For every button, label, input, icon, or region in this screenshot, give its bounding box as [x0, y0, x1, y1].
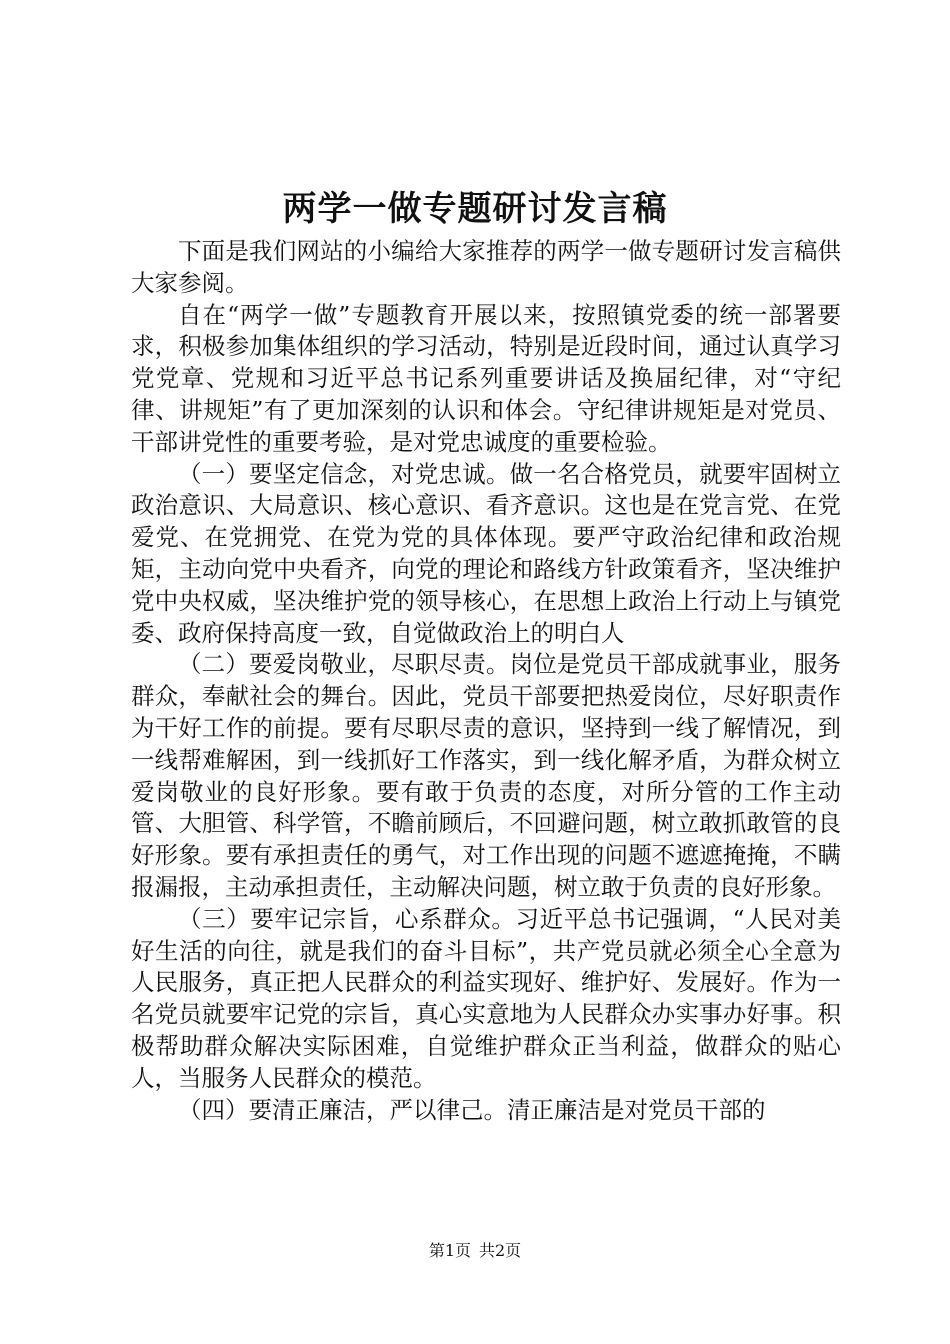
paragraph-opening: 自在“两学一做”专题教育开展以来，按照镇党委的统一部署要求，积极参加集体组织的学习活动，特别是近段时间，通过认真学习党党章、党规和习近平总书记系列重要讲话及换届纪律，对“守纪律、讲规矩”有了更加深刻的认识和体会。守纪律讲规矩是对党员、干部讲党性的重要考验，是对党忠诚度的重要检验。	[131, 300, 841, 456]
page-footer	[0, 1241, 950, 1261]
page-number-current: 第1页	[428, 1241, 471, 1260]
paragraph-section-3: （三）要牢记宗旨，心系群众。习近平总书记强调，“人民对美好生活的向往，就是我们的奋斗目标”，共产党员就必须全心全意为人民服务，真正把人民群众的利益实现好、维护好、发展好。作为一名党员就要牢记党的宗旨，真心实意地为人民群众办实事办好事。积极帮助群众解决实际困难，自觉维护群众正当利益，做群众的贴心人，当服务人民群众的模范。	[131, 904, 841, 1092]
paragraph-section-1: （一）要坚定信念，对党忠诚。做一名合格党员，就要牢固树立政治意识、大局意识、核心意识、看齐意识。这也是在党言党、在党爱党、在党拥党、在党为党的具体体现。要严守政治纪律和政治规矩，主动向党中央看齐，向党的理论和路线方针政策看齐，坚决维护党中央权威，坚决维护党的领导核心，在思想上政治上行动上与镇党委、政府保持高度一致，自觉做政治上的明白人	[131, 459, 841, 647]
page-number-total: 共2页	[479, 1241, 522, 1260]
paragraph-intro: 下面是我们网站的小编给大家推荐的两学一做专题研讨发言稿供大家参阅。	[131, 237, 841, 297]
document-body	[131, 236, 841, 1126]
document-title: 两学一做专题研讨发言稿	[282, 189, 668, 229]
paragraph-section-4: （四）要清正廉洁，严以律己。清正廉洁是对党员干部的	[178, 1095, 766, 1124]
paragraph-section-2: （二）要爱岗敬业，尽职尽责。岗位是党员干部成就事业，服务群众，奉献社会的舞台。因此，党员干部要把热爱岗位，尽好职责作为干好工作的前提。要有尽职尽责的意识，坚持到一线了解情况，到一线帮难解困，到一线抓好工作落实，到一线化解矛盾，为群众树立爱岗敬业的良好形象。要有敢于负责的态度，对所分管的工作主动管、大胆管、科学管，不瞻前顾后，不回避问题，树立敢抓敢管的良好形象。要有承担责任的勇气，对工作出现的问题不遮遮掩掩，不瞒报漏报，主动承担责任，主动解决问题，树立敢于负责的良好形象。	[131, 650, 841, 901]
